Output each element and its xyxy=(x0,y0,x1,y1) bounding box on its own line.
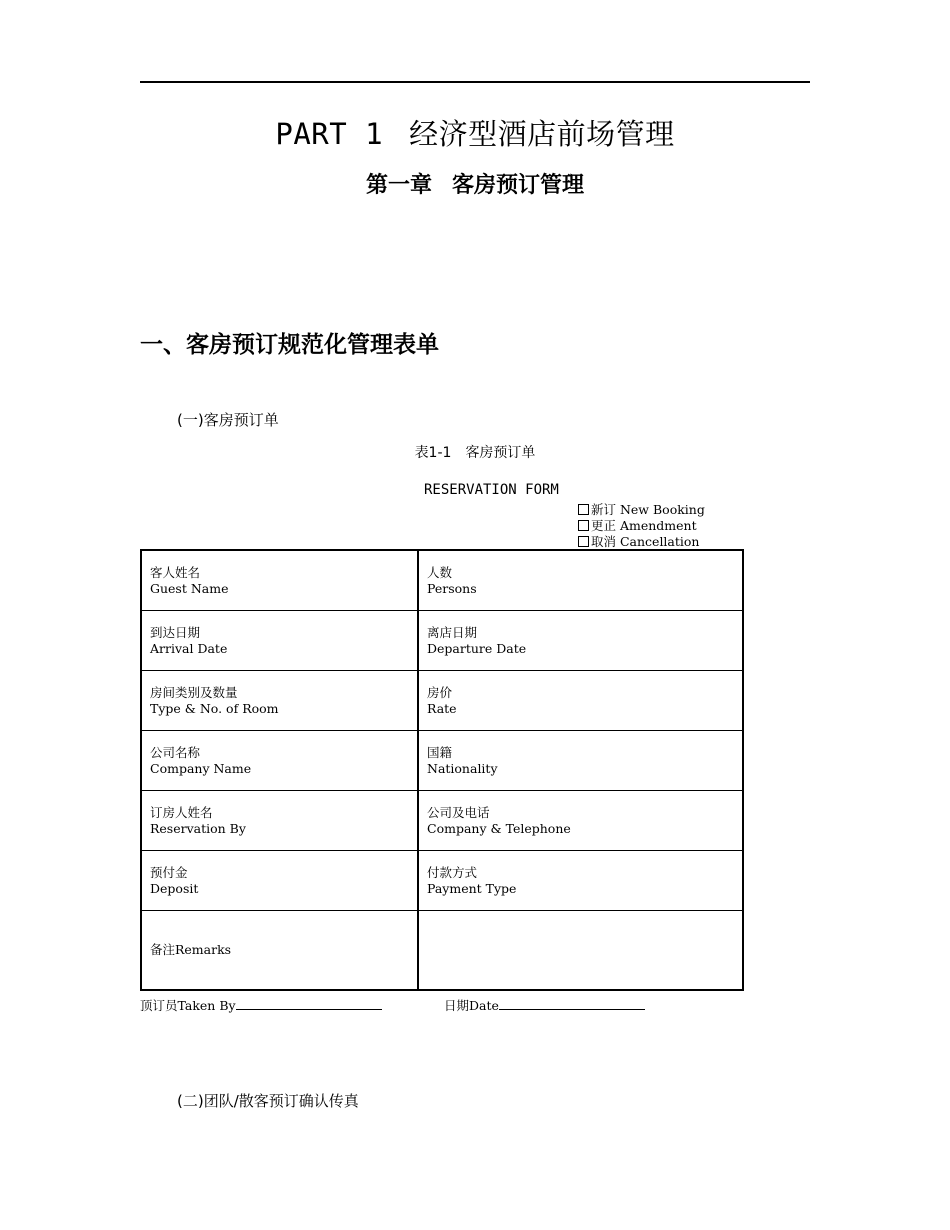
arrival-date-field[interactable] xyxy=(141,611,418,671)
form-title: RESERVATION FORM xyxy=(424,482,559,498)
field-label-cn: 订房人姓名 xyxy=(150,804,213,820)
reservation-form-table xyxy=(140,549,744,991)
field-label-en: Rate xyxy=(427,700,457,716)
option-label: 更正 Amendment xyxy=(591,518,697,533)
checkbox-icon[interactable] xyxy=(578,504,589,515)
field-label-cn: 人数 xyxy=(427,564,453,580)
remarks-label: 备注Remarks xyxy=(150,942,232,957)
taken-by-field xyxy=(140,996,382,1014)
remarks-field[interactable] xyxy=(418,911,743,991)
form-row-dates xyxy=(141,611,743,671)
departure-date-field[interactable] xyxy=(418,611,743,671)
option-new-booking[interactable] xyxy=(578,502,705,518)
table-caption-text: 客房预订单 xyxy=(465,445,536,461)
field-label-en: Reservation By xyxy=(150,820,246,836)
section-heading: 一、客房预订规范化管理表单 xyxy=(140,332,439,358)
top-rule xyxy=(140,81,810,83)
option-label: 取消 Cancellation xyxy=(591,534,700,549)
rate-field[interactable] xyxy=(418,671,743,731)
chapter-title xyxy=(0,168,950,199)
form-row-reservation-by xyxy=(141,791,743,851)
subheading-reservation-form: (一)客房预订单 xyxy=(177,411,279,429)
form-row-payment xyxy=(141,851,743,911)
chapter-title-text: 客房预订管理 xyxy=(452,173,585,198)
field-label-cn: 公司名称 xyxy=(150,744,201,760)
payment-type-field[interactable] xyxy=(418,851,743,911)
field-label-cn: 付款方式 xyxy=(427,864,478,880)
table-number: 表1-1 xyxy=(414,445,452,461)
taken-by-label: 顶订员Taken By xyxy=(140,998,236,1013)
booking-type-options xyxy=(578,502,705,550)
checkbox-icon[interactable] xyxy=(578,520,589,531)
field-label-cn: 预付金 xyxy=(150,864,188,880)
reservation-by-field[interactable] xyxy=(141,791,418,851)
date-field xyxy=(444,996,645,1014)
company-name-field[interactable] xyxy=(141,731,418,791)
field-label-en: Deposit xyxy=(150,880,199,896)
form-row-room xyxy=(141,671,743,731)
subheading-fax-confirmation: (二)团队/散客预订确认传真 xyxy=(177,1092,359,1110)
persons-field[interactable] xyxy=(418,550,743,611)
table-caption xyxy=(0,442,950,462)
taken-by-line[interactable] xyxy=(236,998,382,1010)
field-label-cn: 房价 xyxy=(427,684,453,700)
form-row-guest xyxy=(141,550,743,611)
form-row-remarks xyxy=(141,911,743,991)
option-amendment[interactable] xyxy=(578,518,705,534)
field-label-cn: 公司及电话 xyxy=(427,804,490,820)
option-cancellation[interactable] xyxy=(578,534,705,550)
field-label-en: Arrival Date xyxy=(150,640,228,656)
date-line[interactable] xyxy=(499,998,645,1010)
part-title xyxy=(0,112,950,153)
nationality-field[interactable] xyxy=(418,731,743,791)
field-label-en: Payment Type xyxy=(427,880,517,896)
field-label-en: Departure Date xyxy=(427,640,527,656)
chapter-label: 第一章 xyxy=(365,173,432,198)
date-label: 日期Date xyxy=(444,998,499,1013)
field-label-en: Company & Telephone xyxy=(427,820,571,836)
field-label-en: Type & No. of Room xyxy=(150,700,279,716)
part-label: PART 1 xyxy=(275,117,384,151)
remarks-label-cell xyxy=(141,911,418,991)
field-label-cn: 国籍 xyxy=(427,744,453,760)
field-label-cn: 离店日期 xyxy=(427,624,478,640)
option-label: 新订 New Booking xyxy=(591,502,705,517)
field-label-en: Persons xyxy=(427,580,477,596)
field-label-en: Guest Name xyxy=(150,580,229,596)
room-type-field[interactable] xyxy=(141,671,418,731)
field-label-cn: 房间类别及数量 xyxy=(150,684,238,700)
form-row-company xyxy=(141,731,743,791)
guest-name-field[interactable] xyxy=(141,550,418,611)
field-label-cn: 到达日期 xyxy=(150,624,201,640)
part-title-text: 经济型酒店前场管理 xyxy=(409,117,675,151)
checkbox-icon[interactable] xyxy=(578,536,589,547)
field-label-en: Nationality xyxy=(427,760,498,776)
field-label-cn: 客人姓名 xyxy=(150,564,201,580)
deposit-field[interactable] xyxy=(141,851,418,911)
field-label-en: Company Name xyxy=(150,760,252,776)
company-telephone-field[interactable] xyxy=(418,791,743,851)
